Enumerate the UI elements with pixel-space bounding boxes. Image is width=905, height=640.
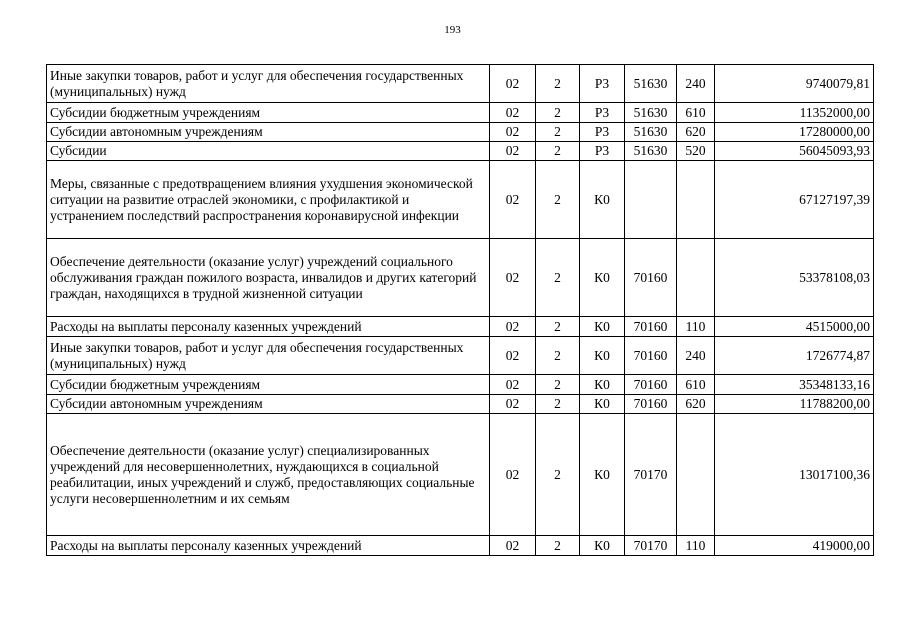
section-code: 02 xyxy=(490,142,536,161)
section-code: 02 xyxy=(490,317,536,337)
program-code: К0 xyxy=(580,536,625,556)
table-row xyxy=(47,65,874,103)
program-code: К0 xyxy=(580,375,625,395)
expense-type-code xyxy=(677,161,715,239)
amount: 11788200,00 xyxy=(715,395,874,414)
budget-item-name: Обеспечение деятельности (оказание услуг) учреждений социального обслуживания граждан пожилого возраста, инвалидов и других категорий граждан, находящихся в трудной жизненной ситуации xyxy=(47,239,490,317)
table-row xyxy=(47,103,874,123)
direction-code: 70170 xyxy=(625,414,677,536)
section-code: 02 xyxy=(490,161,536,239)
program-code: К0 xyxy=(580,337,625,375)
amount: 11352000,00 xyxy=(715,103,874,123)
subsection-code: 2 xyxy=(536,414,580,536)
program-code: К0 xyxy=(580,414,625,536)
expense-type-code: 610 xyxy=(677,375,715,395)
direction-code: 51630 xyxy=(625,65,677,103)
expense-type-code xyxy=(677,239,715,317)
amount: 35348133,16 xyxy=(715,375,874,395)
budget-item-name: Расходы на выплаты персоналу казенных учреждений xyxy=(47,317,490,337)
amount: 4515000,00 xyxy=(715,317,874,337)
amount: 53378108,03 xyxy=(715,239,874,317)
direction-code: 51630 xyxy=(625,123,677,142)
page-number: 193 xyxy=(444,24,461,36)
amount: 419000,00 xyxy=(715,536,874,556)
direction-code: 51630 xyxy=(625,142,677,161)
subsection-code: 2 xyxy=(536,161,580,239)
table-row xyxy=(47,123,874,142)
subsection-code: 2 xyxy=(536,395,580,414)
budget-item-name: Меры, связанные с предотвращением влияния ухудшения экономической ситуации на развитие отраслей экономики, с профилактикой и устранением последствий распространения коронавирусной инфекции xyxy=(47,161,490,239)
subsection-code: 2 xyxy=(536,536,580,556)
program-code: К0 xyxy=(580,395,625,414)
budget-item-name: Обеспечение деятельности (оказание услуг) специализированных учреждений для несовершеннолетних, нуждающихся в социальной реабилитации, иных учреждений и служб, предоставляющих социальные услуги несовершеннолетним и их семьям xyxy=(47,414,490,536)
budget-item-name: Иные закупки товаров, работ и услуг для обеспечения государственных (муниципальных) нужд xyxy=(47,337,490,375)
program-code: Р3 xyxy=(580,65,625,103)
subsection-code: 2 xyxy=(536,375,580,395)
budget-item-name: Субсидии xyxy=(47,142,490,161)
table-row xyxy=(47,375,874,395)
table-row xyxy=(47,337,874,375)
expense-type-code: 240 xyxy=(677,65,715,103)
direction-code: 51630 xyxy=(625,103,677,123)
program-code: Р3 xyxy=(580,142,625,161)
section-code: 02 xyxy=(490,337,536,375)
direction-code: 70160 xyxy=(625,317,677,337)
program-code: К0 xyxy=(580,161,625,239)
subsection-code: 2 xyxy=(536,337,580,375)
table-row xyxy=(47,161,874,239)
expense-type-code: 620 xyxy=(677,123,715,142)
program-code: Р3 xyxy=(580,123,625,142)
amount: 13017100,36 xyxy=(715,414,874,536)
amount: 9740079,81 xyxy=(715,65,874,103)
expense-type-code: 240 xyxy=(677,337,715,375)
expense-type-code: 620 xyxy=(677,395,715,414)
expense-type-code: 110 xyxy=(677,536,715,556)
direction-code xyxy=(625,161,677,239)
budget-item-name: Иные закупки товаров, работ и услуг для обеспечения государственных (муниципальных) нужд xyxy=(47,65,490,103)
subsection-code: 2 xyxy=(536,239,580,317)
program-code: К0 xyxy=(580,239,625,317)
budget-item-name: Субсидии бюджетным учреждениям xyxy=(47,103,490,123)
table-row xyxy=(47,142,874,161)
table-row xyxy=(47,317,874,337)
expense-type-code: 610 xyxy=(677,103,715,123)
budget-table xyxy=(46,64,874,556)
direction-code: 70170 xyxy=(625,536,677,556)
subsection-code: 2 xyxy=(536,317,580,337)
section-code: 02 xyxy=(490,123,536,142)
program-code: Р3 xyxy=(580,103,625,123)
budget-item-name: Субсидии бюджетным учреждениям xyxy=(47,375,490,395)
section-code: 02 xyxy=(490,65,536,103)
section-code: 02 xyxy=(490,395,536,414)
section-code: 02 xyxy=(490,103,536,123)
amount: 17280000,00 xyxy=(715,123,874,142)
budget-item-name: Субсидии автономным учреждениям xyxy=(47,123,490,142)
subsection-code: 2 xyxy=(536,103,580,123)
section-code: 02 xyxy=(490,239,536,317)
budget-item-name: Субсидии автономным учреждениям xyxy=(47,395,490,414)
section-code: 02 xyxy=(490,414,536,536)
section-code: 02 xyxy=(490,375,536,395)
direction-code: 70160 xyxy=(625,239,677,317)
direction-code: 70160 xyxy=(625,337,677,375)
budget-item-name: Расходы на выплаты персоналу казенных учреждений xyxy=(47,536,490,556)
table-row xyxy=(47,536,874,556)
subsection-code: 2 xyxy=(536,65,580,103)
table-row xyxy=(47,414,874,536)
direction-code: 70160 xyxy=(625,395,677,414)
amount: 56045093,93 xyxy=(715,142,874,161)
expense-type-code: 110 xyxy=(677,317,715,337)
amount: 1726774,87 xyxy=(715,337,874,375)
amount: 67127197,39 xyxy=(715,161,874,239)
section-code: 02 xyxy=(490,536,536,556)
direction-code: 70160 xyxy=(625,375,677,395)
expense-type-code: 520 xyxy=(677,142,715,161)
subsection-code: 2 xyxy=(536,142,580,161)
program-code: К0 xyxy=(580,317,625,337)
table-row xyxy=(47,395,874,414)
table-row xyxy=(47,239,874,317)
expense-type-code xyxy=(677,414,715,536)
subsection-code: 2 xyxy=(536,123,580,142)
